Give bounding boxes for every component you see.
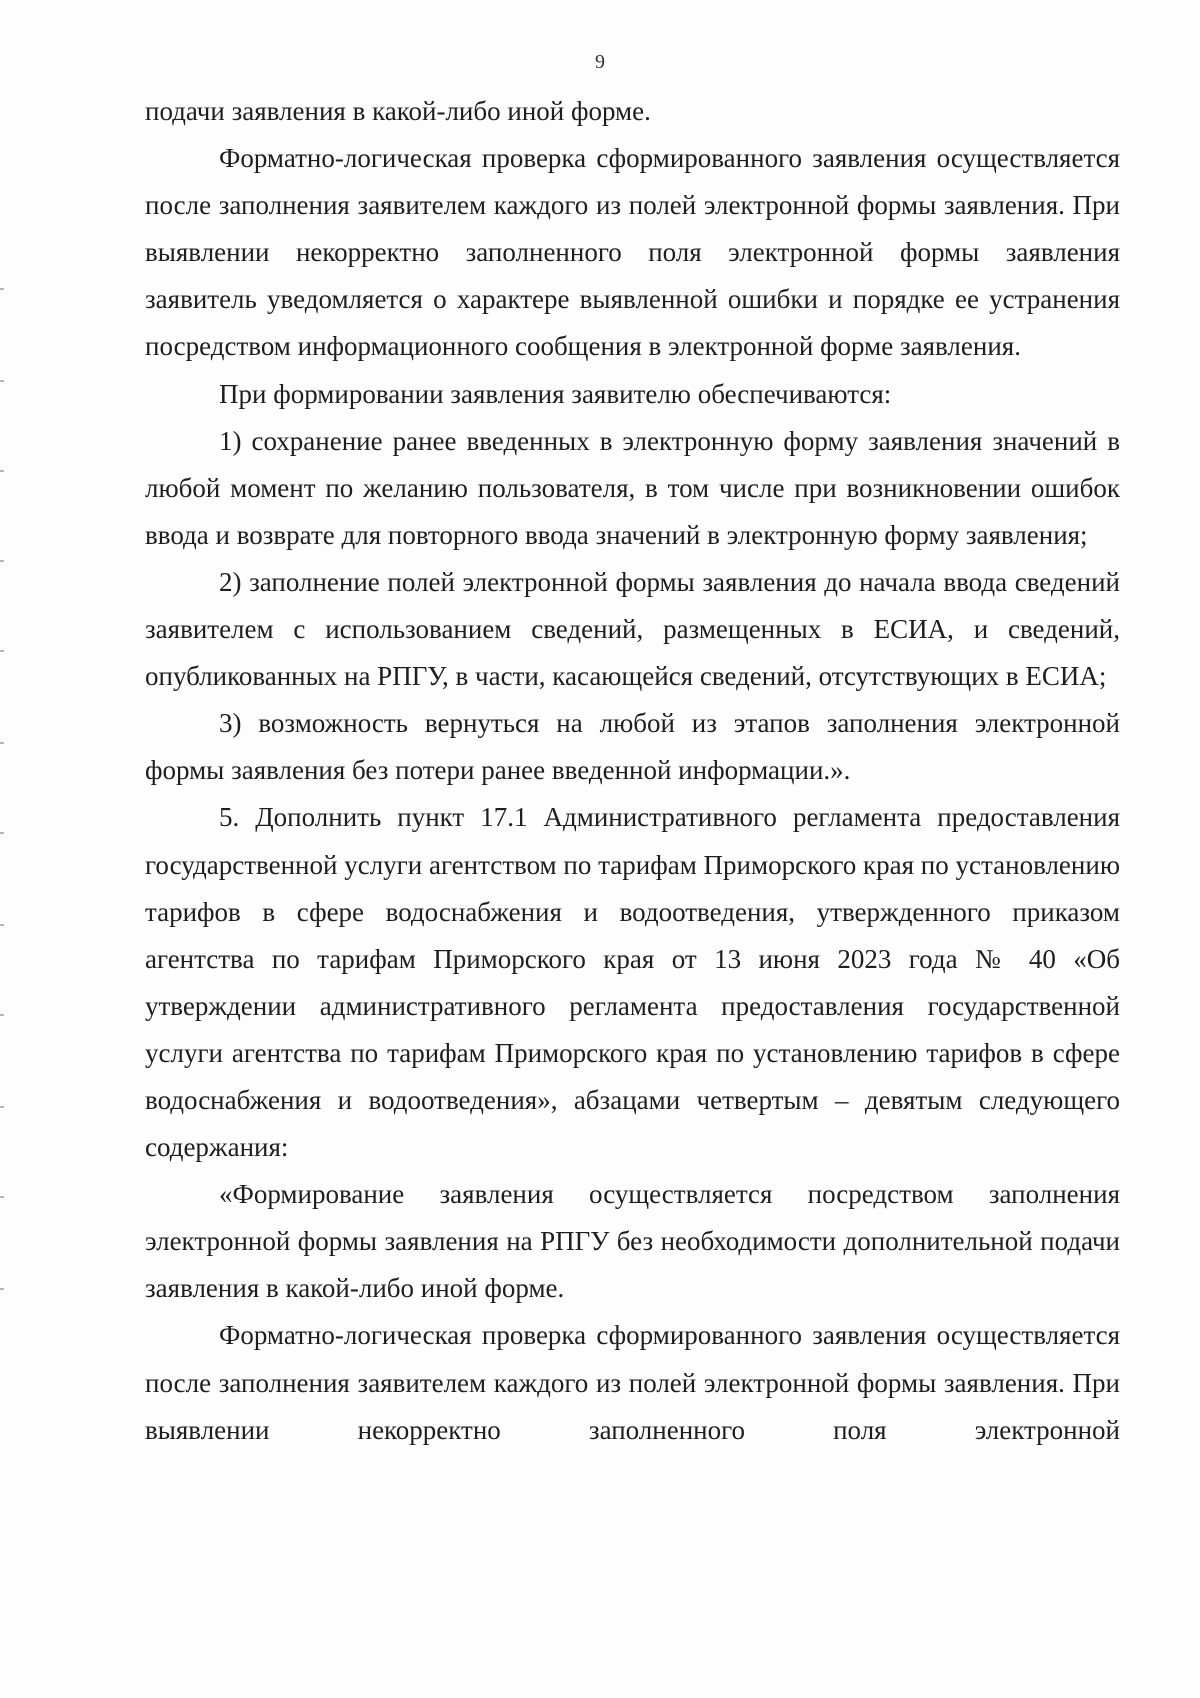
paragraph: Форматно-логическая проверка сформированного заявления осуществляется после заполнения заявителем каждого из полей электронной формы заявления. При выявлении некорректно заполненного поля электронной <box>145 1320 1120 1445</box>
margin-tick <box>0 1288 4 1290</box>
document-body <box>145 88 1120 1454</box>
paragraph: «Формирование заявления осуществляется посредством заполнения электронной формы заявления на РПГУ без необходимости дополнительной подачи заявления в какой-либо иной форме. <box>145 1179 1120 1304</box>
margin-tick <box>0 832 4 834</box>
paragraph: подачи заявления в какой-либо иной форме. <box>145 96 651 126</box>
paragraph: Форматно-логическая проверка сформированного заявления осуществляется после заполнения заявителем каждого из полей электронной формы заявления. При выявлении некорректно заполненного поля электронной формы заявления заявитель уведомляется о характере выявленной ошибки и порядке ее устранения посредством информационного сообщения в электронной форме заявления. <box>145 143 1120 362</box>
paragraph: При формировании заявления заявителю обеспечиваются: <box>219 378 892 409</box>
margin-tick <box>0 380 4 382</box>
margin-tick <box>0 650 4 652</box>
scan-margin-marks <box>0 0 6 1698</box>
paragraph: 3) возможность вернуться на любой из этапов заполнения электронной формы заявления без потери ранее введенной информации.». <box>145 708 1120 786</box>
paragraph: 1) сохранение ранее введенных в электронную форму заявления значений в любой момент по желанию пользователя, в том числе при возникновении ошибок ввода и возврате для повторного ввода значений в электронную форму заявления; <box>145 425 1120 550</box>
margin-tick <box>0 470 4 472</box>
margin-tick <box>0 742 4 744</box>
paragraph: 2) заполнение полей электронной формы заявления до начала ввода сведений заявителем с использованием сведений, размещенных в ЕСИА, и сведений, опубликованных на РПГУ, в части, касающейся сведений, отсутствующих в ЕСИА; <box>145 566 1120 692</box>
margin-tick <box>0 288 4 290</box>
paragraph: 5. Дополнить пункт 17.1 Административного регламента предоставления государственной услуги агентством по тарифам Приморского края по установлению тарифов в сфере водоснабжения и водоотведения, утвержденного приказом агентства по тарифам Приморского края от 13 июня 2023 года № 40 «Об утверждении административного регламента предоставления государственной услуги агентства по тарифам Приморского края по установлению тарифов в сфере водоснабжения и водоотведения», абзацами четвертым – девятым следующего содержания: <box>145 802 1120 1163</box>
margin-tick <box>0 924 4 926</box>
margin-tick <box>0 1014 4 1016</box>
margin-tick <box>0 560 4 562</box>
page-number: 9 <box>595 51 605 73</box>
margin-tick <box>0 1106 4 1108</box>
margin-tick <box>0 1196 4 1198</box>
